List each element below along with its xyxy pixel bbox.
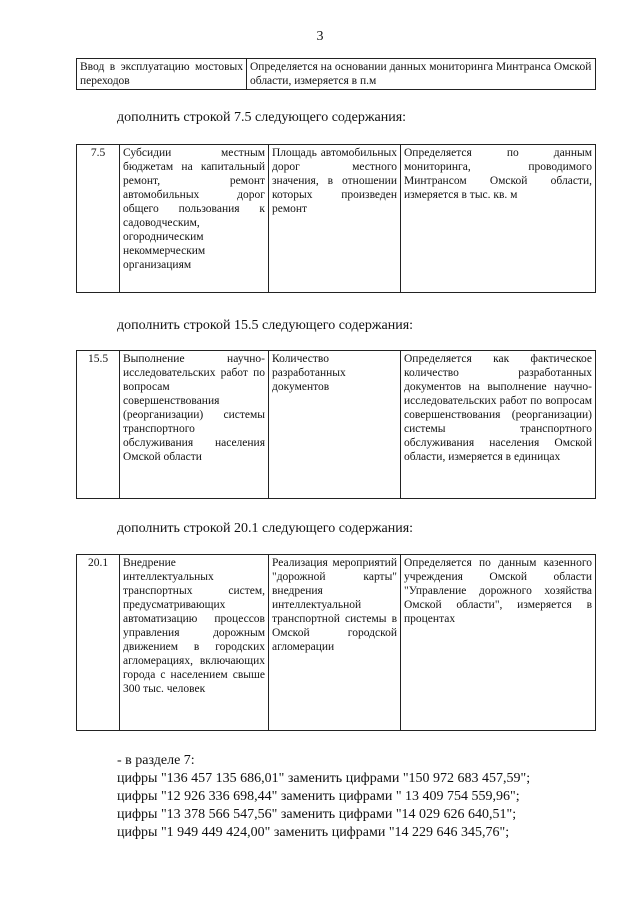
table-row-15-5 [76,350,596,499]
section-7-changes [117,752,530,842]
cell-measure: Площадь автомобильных дорог местного значения, в отношении которых произведен ремонт [269,145,401,293]
cell-method: Определяется по данным казенного учреждения Омской области "Управление дорожного хозяйства Омской области", измеряется в процентах [401,555,596,731]
cell-number: 20.1 [77,555,120,731]
cell-method: Определяется на основании данных мониторинга Минтранса Омской области, измеряется в п.м [247,59,596,90]
cell-indicator: Внедрение интеллектуальных транспортных систем, предусматривающих автоматизацию процессов управления дорожным движением в городских агломерациях, включающих города с населением свыше 300 тыс. человек [120,555,269,731]
cell-method: Определяется по данным мониторинга, проводимого Минтрансом Омской области, измеряется в тыс. кв. м [401,145,596,293]
cell-method: Определяется как фактическое количество разработанных документов на выполнение научно-исследовательских работ по вопросам совершенствования (реорганизации) системы транспортного обслуживания населения Омской области, измеряется в единицах [401,351,596,499]
table-row [77,145,596,293]
cell-indicator: Субсидии местным бюджетам на капитальный ремонт, ремонт автомобильных дорог общего пользования к садоводческим, огородническим некоммерческим организациям [120,145,269,293]
list-item: цифры "136 457 135 686,01" заменить цифрами "150 972 683 457,59"; [117,771,531,786]
cell-measure: Реализация мероприятий "дорожной карты" внедрения интеллектуальной транспортной системы в Омской городской агломерации [269,555,401,731]
cell-number: 15.5 [77,351,120,499]
cell-indicator: Ввод в эксплуатацию мостовых переходов [77,59,247,90]
table-row [77,555,596,731]
table-row [77,59,596,90]
page-number: 3 [316,29,324,44]
intro-row-7-5: дополнить строкой 7.5 следующего содержания: [117,110,407,125]
intro-row-15-5: дополнить строкой 15.5 следующего содержания: [117,318,414,333]
section-7-heading: - в разделе 7: [117,753,195,768]
list-item: цифры "12 926 336 698,44" заменить цифрами " 13 409 754 559,96"; [117,789,520,804]
cell-indicator: Выполнение научно-исследовательских работ по вопросам совершенствования (реорганизации) системы транспортного обслуживания населения Омской области [120,351,269,499]
table-row-7-5 [76,144,596,293]
intro-row-20-1: дополнить строкой 20.1 следующего содержания: [117,521,414,536]
list-item: цифры "13 378 566 547,56" заменить цифрами "14 029 626 640,51"; [117,807,517,822]
cell-measure: Количество разработанных документов [269,351,401,499]
table-row [77,351,596,499]
cell-number: 7.5 [77,145,120,293]
table-row-20-1 [76,554,596,731]
list-item: цифры "1 949 449 424,00" заменить цифрами "14 229 646 345,76"; [117,825,510,840]
top-table-fragment [76,58,596,90]
